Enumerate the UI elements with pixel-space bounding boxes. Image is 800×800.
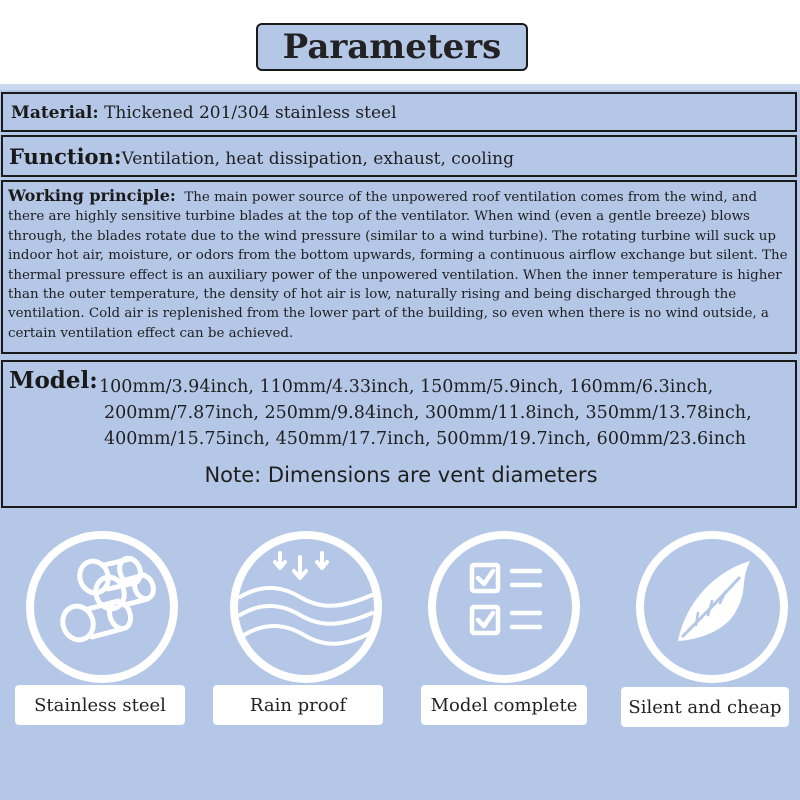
function-label: Function:	[9, 144, 122, 169]
material-value: Thickened 201/304 stainless steel	[98, 103, 397, 123]
material-row	[1, 92, 797, 132]
principle-text: The main power source of the unpowered roof ventilation comes from the wind, and there are highly sensitive turbine blades at the top of the ventilator. When wind (even a gentle breeze) blows through, the blades rotate due to the wind pressure (similar to a wind turbine). The rotating turbine will suck up indoor hot air, moisture, or odors from the bottom upwards, forming a continuous airflow exchange but silent. The thermal pressure effect is an auxiliary power of the unpowered ventilation. When the inner temperature is higher than the outer temperature, the density of hot air is low, naturally rising and being discharged through the ventilation. Cold air is replenished from the lower part of the building, so even when there is no wind outside, a certain ventilation effect can be achieved.	[8, 190, 792, 341]
principle-label: Working principle:	[8, 186, 176, 205]
feature-label-rain: Rain proof	[213, 685, 383, 725]
model-sizes-line-2: 200mm/7.87inch, 250mm/9.84inch, 300mm/11.8inch, 350mm/13.78inch,	[104, 403, 752, 423]
model-sizes-line-3: 400mm/15.75inch, 450mm/17.7inch, 500mm/19.7inch, 600mm/23.6inch	[104, 429, 747, 449]
rain-waves-icon	[230, 531, 382, 683]
function-row	[1, 135, 797, 177]
feature-label-model: Model complete	[421, 685, 587, 725]
model-label: Model:	[9, 367, 98, 394]
header-divider	[0, 84, 800, 90]
feature-label-stainless: Stainless steel	[15, 685, 185, 725]
feature-label-silent: Silent and cheap	[621, 687, 789, 727]
leaf-icon	[636, 531, 788, 683]
pipes-icon	[26, 531, 178, 683]
page-title: Parameters	[256, 23, 528, 71]
dimension-note: Note: Dimensions are vent diameters	[204, 463, 598, 487]
function-value: Ventilation, heat dissipation, exhaust, cooling	[121, 149, 515, 169]
working-principle-row	[1, 180, 797, 354]
model-row	[1, 360, 797, 508]
model-sizes-line-1: 100mm/3.94inch, 110mm/4.33inch, 150mm/5.9inch, 160mm/6.3inch,	[99, 377, 714, 397]
material-label: Material:	[11, 103, 99, 123]
checklist-icon	[428, 531, 580, 683]
model-sizes	[99, 374, 789, 452]
